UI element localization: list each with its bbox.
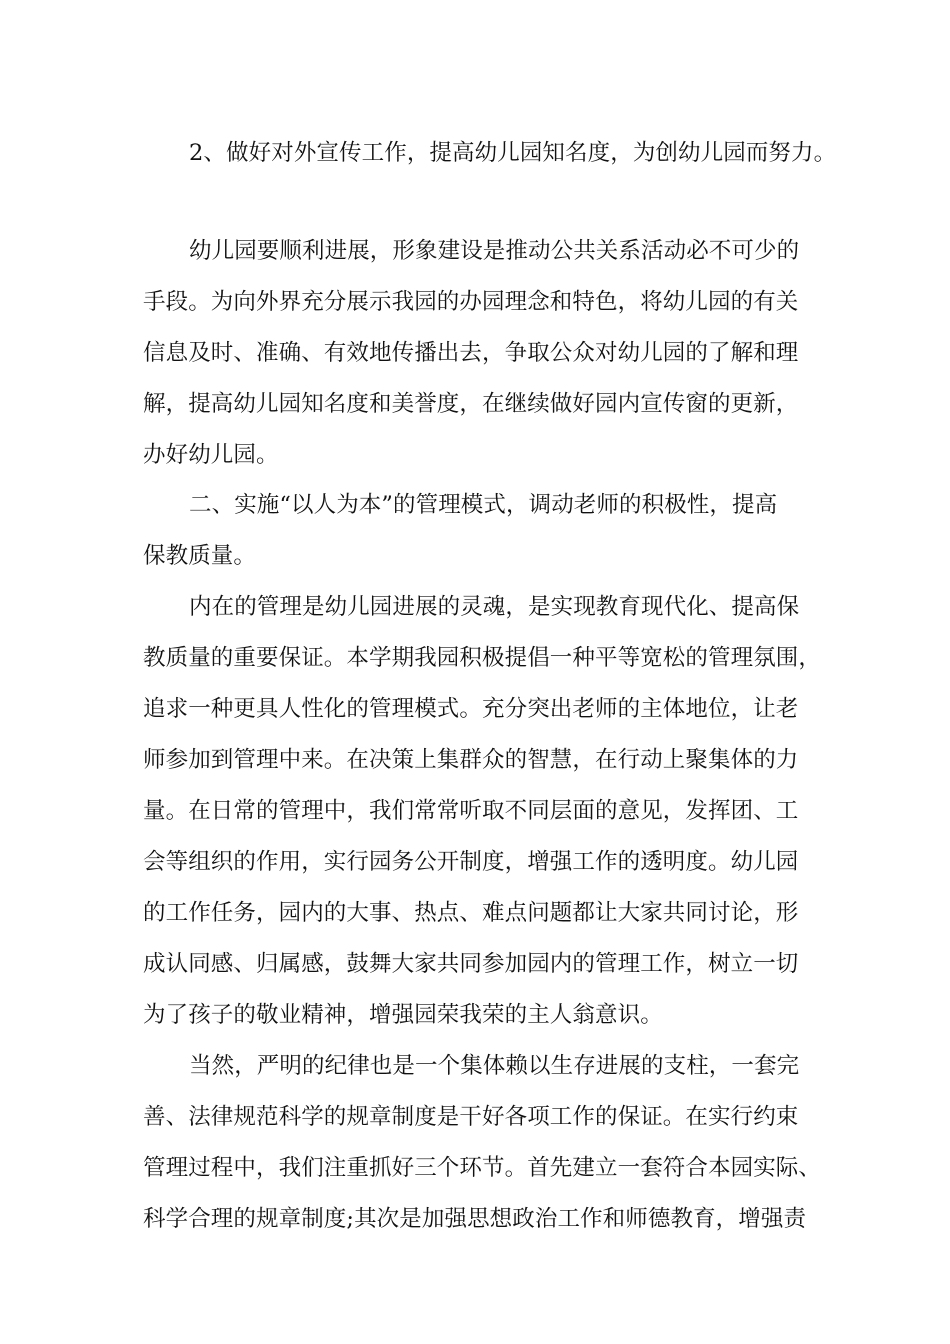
section-heading-2: 2、做好对外宣传工作，提高幼儿园知名度，为创幼儿园而努力。 bbox=[189, 140, 837, 166]
paragraph-line: 科学合理的规章制度;其次是加强思想政治工作和师德教育，增强责 bbox=[143, 1206, 807, 1232]
paragraph-line: 手段。为向外界充分展示我园的办园理念和特色，将幼儿园的有关 bbox=[143, 289, 799, 315]
paragraph-line: 会等组织的作用，实行园务公开制度，增强工作的透明度。幼儿园 bbox=[143, 849, 799, 875]
paragraph-line: 办好幼儿园。 bbox=[143, 442, 279, 468]
paragraph-line: 教质量的重要保证。本学期我园积极提倡一种平等宽松的管理氛围， bbox=[143, 645, 822, 671]
paragraph-line: 师参加到管理中来。在决策上集群众的智慧，在行动上聚集体的力 bbox=[143, 747, 799, 773]
section-heading-er: 二、实施“以人为本”的管理模式，调动老师的积极性，提高 bbox=[189, 492, 778, 518]
paragraph-line: 善、法律规范科学的规章制度是干好各项工作的保证。在实行约束 bbox=[143, 1104, 799, 1130]
paragraph-line: 信息及时、准确、有效地传播出去，争取公众对幼儿园的了解和理 bbox=[143, 340, 799, 366]
paragraph-line: 当然，严明的纪律也是一个集体赖以生存进展的支柱，一套完 bbox=[189, 1053, 800, 1079]
paragraph-line: 量。在日常的管理中，我们常常听取不同层面的意见，发挥团、工 bbox=[143, 798, 799, 824]
paragraph-line: 成认同感、归属感，鼓舞大家共同参加园内的管理工作，树立一切 bbox=[143, 951, 799, 977]
section-heading-er-cont: 保教质量。 bbox=[143, 543, 257, 569]
paragraph-line: 解，提高幼儿园知名度和美誉度，在继续做好园内宣传窗的更新， bbox=[143, 391, 799, 417]
paragraph-line: 幼儿园要顺利进展，形象建设是推动公共关系活动必不可少的 bbox=[189, 238, 800, 264]
paragraph-line: 为了孩子的敬业精神，增强园荣我荣的主人翁意识。 bbox=[143, 1002, 663, 1028]
paragraph-line: 的工作任务，园内的大事、热点、难点问题都让大家共同讨论，形 bbox=[143, 900, 799, 926]
paragraph-line: 内在的管理是幼儿园进展的灵魂，是实现教育现代化、提高保 bbox=[189, 594, 800, 620]
paragraph-line: 管理过程中，我们注重抓好三个环节。首先建立一套符合本园实际、 bbox=[143, 1155, 822, 1181]
paragraph-line: 追求一种更具人性化的管理模式。充分突出老师的主体地位，让老 bbox=[143, 696, 799, 722]
